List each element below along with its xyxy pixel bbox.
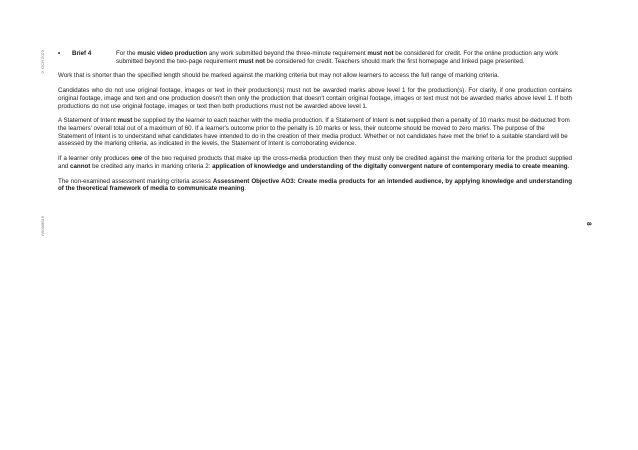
brief-label: Brief 4	[72, 50, 92, 57]
paragraph-length: Work that is shorter than the specified length should be marked against the marking criteria but may not allow learners to access the full range of marking criteria.	[58, 72, 500, 80]
paragraph-single-product: If a learner only produces one of the two required products that make up the cross-media production then they must only be credited against the marking criteria for the product supplied and cannot be credited any marks in marking criteria 2: application of knowledge and understanding of the digitally convergent nature of contemporary media to create meaning.	[58, 155, 572, 170]
paragraph-assessment-objective: The non-examined assessment marking criteria assess Assessment Objective AO3: Create media products for an intended audience, by applying knowledge and understanding of the theoretical framework of media to communicate meaning.	[58, 177, 572, 193]
margin-code: Y/600/8616	[40, 216, 45, 237]
paragraph-statement-of-intent: A Statement of Intent must be supplied by the learner to each teacher with the media production. If a Statement of Intent is not supplied then a penalty of 10 marks must be deducted from the learners' overall total out of a maximum of 60. If a learner's outcome prior to the penalty is 10 marks or less, their outcome should be moved to zero marks. The purpose of the Statement of Intent is to understand what candidates have intended to do in the creation of their media product. Whether or not candidates have met the brief to a suitable standard will be assessed by the marking criteria, as indicated in the levels, the Statement of Intent is corroborating evidence.	[58, 117, 570, 148]
brief-text: For the music video production any work submitted beyond the three-minute requirement must not be considered for credit. For the online production any work submitted beyond the two-page requirement must not be considered for credit. Teachers should mark the first homepage and linked page presented.	[116, 50, 559, 65]
page-number: 8	[585, 222, 592, 226]
brief-4-item	[58, 50, 572, 65]
paragraph-original-content: Candidates who do not use original footage, images or text in their production(s) must not be awarded marks above level 1 for the production(s). For clarity, if one production contains original footage, image and text and one production doesn't then only the production that doesn't contain original footage, images or text must not be awarded marks above level 1. If both productions do not use original footage, images or text then both productions must not be awarded above level 1.	[58, 87, 572, 110]
main-content	[58, 50, 572, 200]
bullet-icon: •	[58, 50, 61, 57]
margin-copyright: © OCR 2023	[40, 50, 45, 76]
